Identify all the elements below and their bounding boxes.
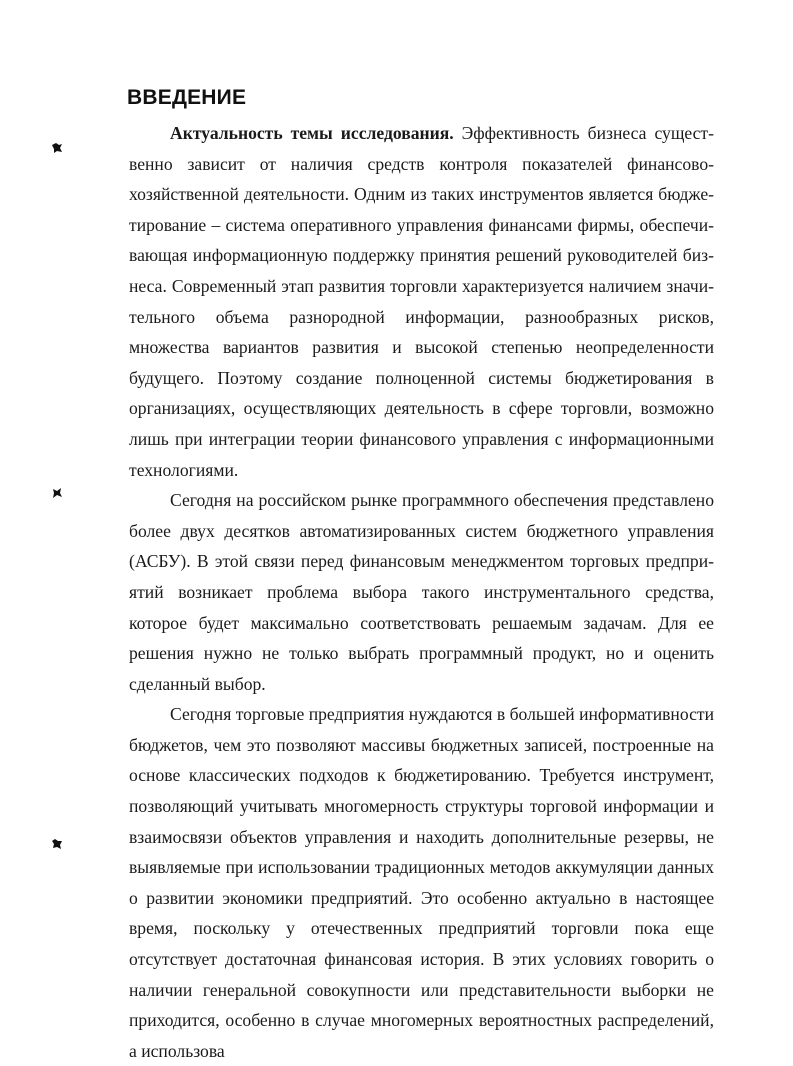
paragraph-3 — [129, 699, 714, 1066]
scan-mark-middle — [50, 486, 62, 498]
body-text — [129, 118, 714, 1066]
page-title: ВВЕДЕНИЕ — [127, 86, 247, 109]
paragraph-3-text: Сегодня торговые предприятия нуждаются в большей информативности бюджетов, чем это позволяют массивы бюджетных записей, построенные на основе классических подходов к бюджетированию. Требуется инструмент, позволяющий учитывать многомерность структуры торговой информации и взаимосвязи объектов управления и находить дополнительные резервы, не выявляемые при использовании традиционных методов аккумуляции данных о развитии экономики предприятий. Это особенно актуально в настоящее время, поскольку у отечественных предприятий торговли пока еще отсутствует достаточная финансовая история. В этих условиях говорить о наличии генеральной совокупности или представительности выборки не приходится, особенно в случае многомерных вероятностных распределений, а использова — [129, 704, 714, 1061]
paragraph-2 — [129, 485, 714, 699]
scan-mark-bottom — [50, 837, 62, 849]
paragraph-1-lead: Актуальность темы исследования. — [170, 123, 454, 143]
paragraph-2-text: Сегодня на российском рынке программного обеспечения представлено более двух десятков автоматизированных систем бюджетного управления (АСБУ). В этой связи перед финансовым менеджментом торговых предприятий возникает проблема выбора такого инструментального средства, которое будет максимально соответствовать решаемым задачам. Для ее решения нужно не только выбрать программный продукт, но и оценить сделанный выбор. — [129, 490, 714, 694]
paragraph-1-text: Эффективность бизнеса существенно зависит от наличия средств контроля показателей финансово-хозяйственной деятельности. Одним из таких инструментов является бюджетирование – система оперативного управления финансами фирмы, обеспечивающая информационную поддержку принятия решений руководителей бизнеса. Современный этап развития торговли характеризуется наличием значительного объема разнородной информации, разнообразных рисков, множества вариантов развития и высокой степенью неопределенности будущего. Поэтому создание полноценной системы бюджетирования в организациях, осуществляющих деятельность в сфере торговли, возможно лишь при интеграции теории финансового управления с информационными технологиями. — [129, 123, 714, 480]
paragraph-1 — [129, 118, 714, 485]
scan-mark-top — [50, 141, 62, 153]
